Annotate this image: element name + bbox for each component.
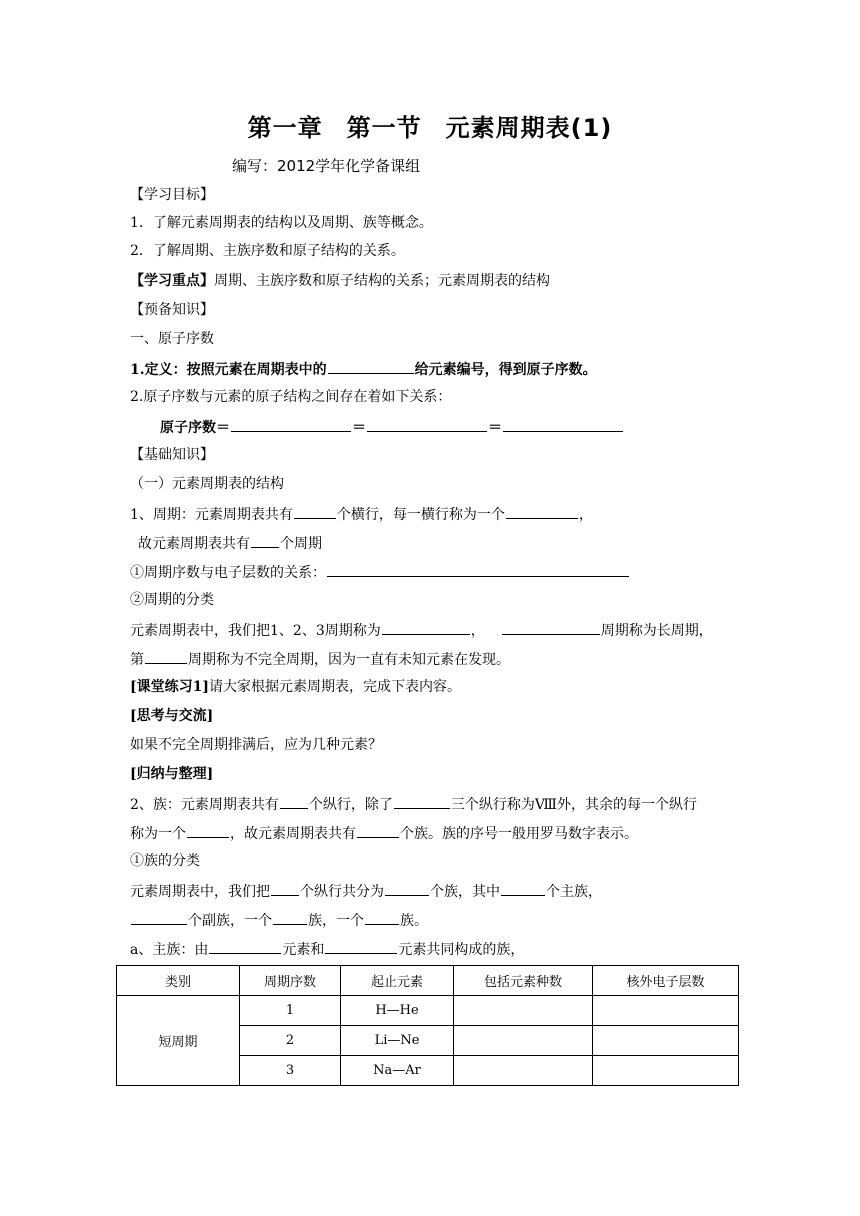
blank: [357, 822, 399, 838]
main-group-line: a、主族：由 元素和 元素共同构成的族，: [130, 938, 524, 960]
blank: [280, 793, 308, 809]
count-cell[interactable]: [454, 996, 593, 1026]
blank: [187, 822, 229, 838]
table-header-row: [117, 966, 739, 996]
classify-line: 元素周期表中，我们把1、2、3周期称为 ， 周期称为长周期，: [130, 619, 713, 641]
blank: [365, 909, 399, 925]
period-table: [116, 965, 739, 1086]
range-cell: Na—Ar: [341, 1056, 454, 1086]
group-class-heading: ①族的分类: [130, 853, 200, 869]
shells-cell[interactable]: [593, 996, 739, 1026]
objective-1: 1．了解元素周期表的结构以及周期、族等概念。: [130, 215, 433, 231]
count-cell[interactable]: [454, 1056, 593, 1086]
classify-line-2: 第 周期称为不完全周期，因为一直有未知元素在发现。: [130, 648, 510, 670]
blank: [145, 648, 187, 664]
blank: [367, 416, 487, 432]
definition-line: 1.定义：按照元素在周期表中的 给元素编号，得到原子序数。: [130, 358, 597, 380]
blank: [328, 358, 414, 374]
blank: [325, 938, 397, 954]
prep-section: 一、原子序数: [130, 331, 214, 347]
period-class-heading: ②周期的分类: [130, 592, 214, 608]
period-line: 1、周期：元素周期表共有 个横行，每一横行称为一个 ，: [130, 503, 593, 525]
blank: [251, 532, 279, 548]
header-shells: 核外电子层数: [593, 966, 739, 996]
header-range: 起止元素: [341, 966, 454, 996]
blank: [327, 561, 629, 577]
blank: [273, 909, 307, 925]
blank: [382, 619, 470, 635]
key-points: [130, 271, 550, 291]
group-line-2: 称为一个 ，故元素周期表共有 个族。族的序号一般用罗马数字表示。: [130, 822, 638, 844]
think-text: 如果不完全周期排满后，应为几种元素？: [130, 737, 382, 753]
shells-cell[interactable]: [593, 1026, 739, 1056]
relation-line: 2.原子序数与元素的原子结构之间存在着如下关系：: [130, 389, 452, 405]
period-cell: 2: [240, 1026, 341, 1056]
structure-heading: （一）元素周期表的结构: [130, 476, 284, 492]
period-relation-line: ①周期序数与电子层数的关系：: [130, 561, 630, 583]
key-points-text: 周期、主族序数和原子结构的关系；元素周期表的结构: [214, 273, 550, 289]
blank: [503, 416, 623, 432]
range-cell: Li—Ne: [341, 1026, 454, 1056]
period-cell: 1: [240, 996, 341, 1026]
period-count-line: 故元素周期表共有 个周期: [138, 532, 322, 554]
blank: [131, 909, 187, 925]
blank: [501, 880, 545, 896]
blank: [209, 938, 281, 954]
blank: [231, 416, 351, 432]
prep-heading: 【预备知识】: [130, 302, 214, 318]
summary-heading: [归纳与整理]: [130, 766, 214, 782]
blank: [394, 793, 450, 809]
author-line: 编写：2012学年化学备课组: [232, 157, 421, 175]
objective-2: 2．了解周期、主族序数和原子结构的关系。: [130, 243, 405, 259]
think-heading: [思考与交流]: [130, 708, 214, 724]
header-count: 包括元素种数: [454, 966, 593, 996]
category-cell: 短周期: [117, 996, 240, 1086]
group-line: 2、族：元素周期表共有 个纵行，除了 三个纵行称为Ⅷ外，其余的每一个纵行: [130, 793, 697, 815]
blank: [294, 503, 336, 519]
blank: [385, 880, 429, 896]
range-cell: H—He: [341, 996, 454, 1026]
basic-heading: 【基础知识】: [130, 447, 214, 463]
shells-cell[interactable]: [593, 1056, 739, 1086]
header-period: 周期序数: [240, 966, 341, 996]
blank: [506, 503, 578, 519]
table-row: [117, 996, 739, 1026]
group-classify-line-2: 个副族，一个 族，一个 族。: [130, 909, 428, 931]
key-points-label: 【学习重点】: [130, 273, 214, 289]
objectives-heading: 【学习目标】: [130, 187, 214, 203]
group-classify-line: 元素周期表中，我们把 个纵行共分为 个族，其中 个主族，: [130, 880, 602, 902]
atomic-number-equation: 原子序数＝ ＝ ＝: [160, 416, 624, 438]
blank: [271, 880, 299, 896]
header-category: 类别: [117, 966, 240, 996]
exercise-line: [课堂练习1]请大家根据元素周期表，完成下表内容。: [130, 679, 461, 695]
period-cell: 3: [240, 1056, 341, 1086]
page-title: 第一章 第一节 元素周期表(1): [247, 114, 613, 142]
blank: [502, 619, 600, 635]
count-cell[interactable]: [454, 1026, 593, 1056]
